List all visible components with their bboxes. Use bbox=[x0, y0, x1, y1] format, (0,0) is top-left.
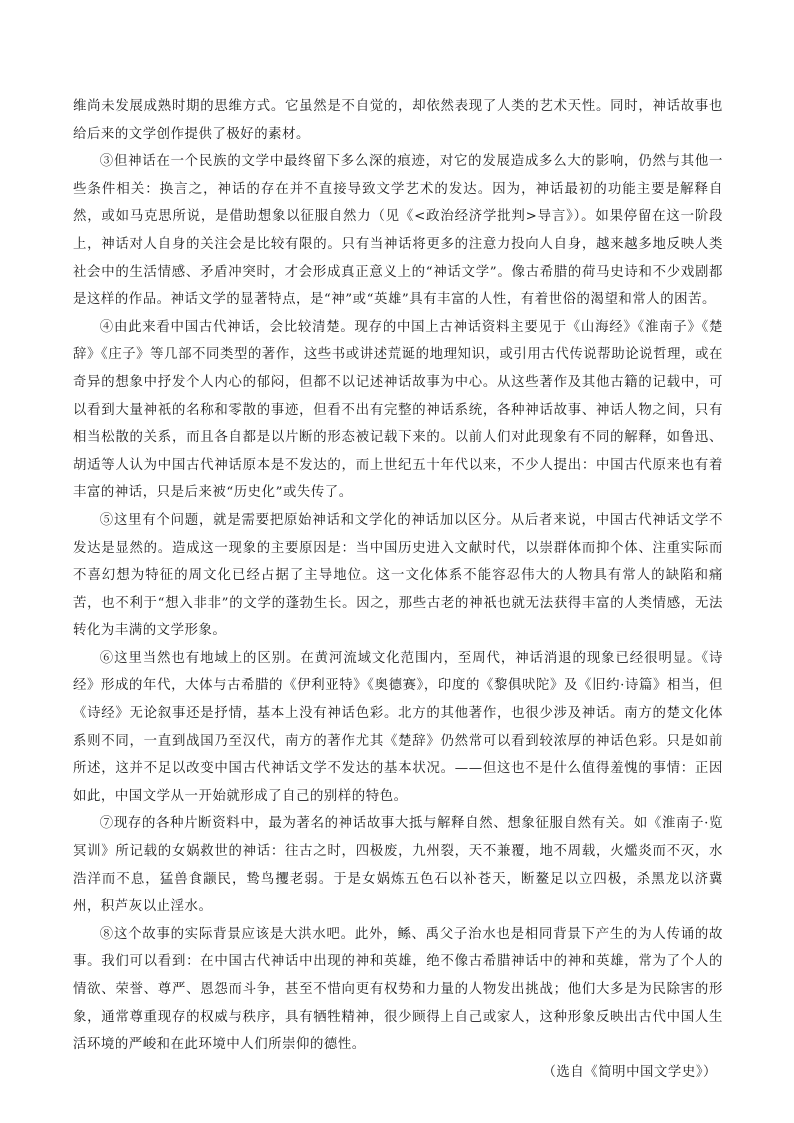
source-citation: （选自《简明中国文学史》） bbox=[542, 1064, 717, 1080]
paragraph-3: ③但神话在一个民族的文学中最终留下多么深的痕迹，对它的发展造成多么大的影响，仍然与其他一些条件相关：换言之，神话的存在并不直接导致文学艺术的发达。因为，神话最初的功能主要是解释自然，或如马克思所说，是借助想象以征服自然力（见《<政治经济学批判>导言》）。如果停留在这一阶段上，神话对人自身的关注会是比较有限的。只有当神话将更多的注意力投向人自身，越来越多地反映人类社会中的生活情感、矛盾冲突时，才会形成真正意义上的“神话文学”。像古希腊的荷马史诗和不少戏剧都是这样的作品。神话文学的显著特点，是“神”或“英雄”具有丰富的人性，有着世俗的渴望和常人的困苦。 bbox=[73, 154, 723, 308]
paragraph-5: ⑤这里有个问题，就是需要把原始神话和文学化的神话加以区分。从后者来说，中国古代神话文学不发达是显然的。造成这一现象的主要原因是：当中国历史进入文献时代，以崇群体而抑个体、注重实际而不喜幻想为特征的周文化已经占据了主导地位。这一文化体系不能容忍伟大的人物具有常人的缺陷和痛苦，也不利于“想入非非”的文学的蓬勃生长。因之，那些古老的神祇也就无法获得丰富的人类情感，无法转化为丰满的文学形象。 bbox=[73, 512, 723, 639]
paragraph-8: ⑧这个故事的实际背景应该是大洪水吧。此外，鲧、禹父子治水也是相同背景下产生的为人传诵的故事。我们可以看到：在中国古代神话中出现的神和英雄，绝不像古希腊神话中的神和英雄，常为了个人的情欲、荣誉、尊严、恩怨而斗争，甚至不惜向更有权势和力量的人物发出挑战；他们大多是为民除害的形象，通常尊重现存的权威与秩序，具有牺牲精神，很少顾得上自己或家人，这种形象反映出古代中国人生活环境的严峻和在此环境中人们所崇仰的德性。 bbox=[73, 926, 723, 1053]
paragraph-7: ⑦现存的各种片断资料中，最为著名的神话故事大抵与解释自然、想象征服自然有关。如《淮南子·览冥训》所记载的女娲救世的神话：往古之时，四极废，九州裂，天不兼覆，地不周载，火爁炎而不灭，水浩洋而不息，猛兽食颛民，鸷鸟攫老弱。于是女娲炼五色石以补苍天，断鳌足以立四极，杀黑龙以济冀州，积芦灰以止淫水。 bbox=[73, 816, 723, 915]
paragraph-4: ④由此来看中国古代神话，会比较清楚。现存的中国上古神话资料主要见于《山海经》《淮南子》《楚辞》《庄子》等几部不同类型的著作，这些书或讲述荒诞的地理知识，或引用古代传说帮助论说哲理，或在奇异的想象中抒发个人内心的郁闷，但都不以记述神话故事为中心。从这些著作及其他古籍的记载中，可以看到大量神祇的名称和零散的事迹，但看不出有完整的神话系统，各种神话故事、神话人物之间，只有相当松散的关系，而且各自都是以片断的形态被记载下来的。以前人们对此现象有不同的解释，如鲁迅、胡适等人认为中国古代神话原本是不发达的，而上世纪五十年代以来，不少人提出：中国古代原来也有着丰富的神话，只是后来被“历史化”或失传了。 bbox=[73, 319, 723, 501]
article-body bbox=[73, 93, 723, 1086]
paragraph-continued: 维尚未发展成熟时期的思维方式。它虽然是不自觉的，却依然表现了人类的艺术天性。同时，神话故事也给后来的文学创作提供了极好的素材。 bbox=[73, 99, 723, 142]
paragraph-6: ⑥这里当然也有地域上的区别。在黄河流域文化范围内，至周代，神话消退的现象已经很明显。《诗经》形成的年代，大体与古希腊的《伊利亚特》《奥德赛》，印度的《黎俱吠陀》及《旧约·诗篇》相当，但《诗经》无论叙事还是抒情，基本上没有神话色彩。北方的其他著作，也很少涉及神话。南方的楚文化体系则不同，一直到战国乃至汉代，南方的著作尤其《楚辞》仍然常可以看到较浓厚的神话色彩。只是如前所述，这并不足以改变中国古代神话文学不发达的基本状况。——但这也不是什么值得羞愧的事情：正因如此，中国文学从一开始就形成了自己的别样的特色。 bbox=[73, 650, 723, 804]
